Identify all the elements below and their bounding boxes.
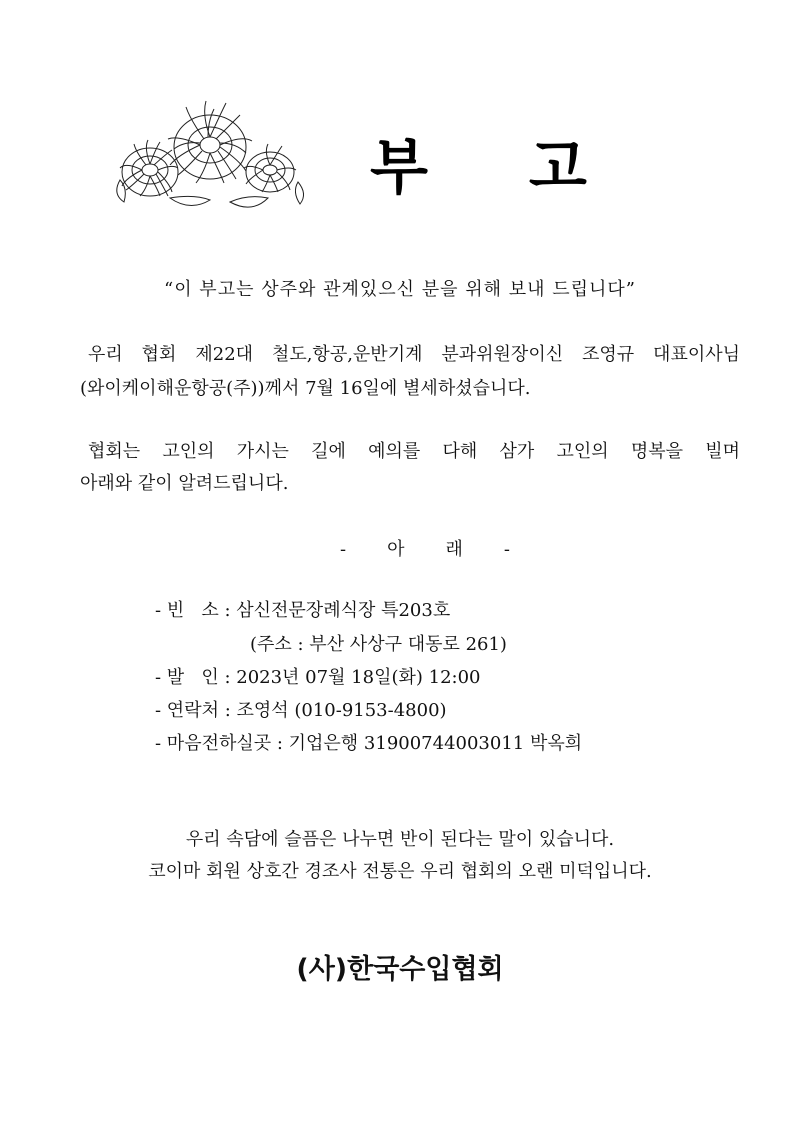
below-heading — [340, 537, 510, 563]
paragraph1-line1: 우리 협회 제22대 철도,항공,운반기계 분과위원장이신 조영규 대표이사님 — [88, 344, 740, 365]
closing-line1: 우리 속담에 슬픔은 나누면 반이 된다는 말이 있습니다. — [185, 829, 615, 850]
detail-departure: - 발 인 : 2023년 07월 18일(화) 12:00 — [155, 667, 481, 688]
detail-contact: - 연락처 : 조영석 (010-9153-4800) — [155, 700, 447, 721]
below-char2: 래 — [445, 539, 463, 560]
paragraph2-line2: 아래와 같이 알려드립니다. — [80, 473, 289, 494]
page-title: 부 고 — [370, 133, 627, 203]
organization-name: (사)한국수입협회 — [296, 954, 504, 985]
chrysanthemum-illustration — [110, 90, 310, 220]
detail-funeral-hall: - 빈 소 : 삼신전문장례식장 특203호 — [155, 600, 451, 621]
detail-address: (주소 : 부산 사상구 대동로 261) — [250, 634, 507, 655]
paragraph1-line2: (와이케이해운항공(주))께서 7월 16일에 별세하셨습니다. — [80, 378, 531, 399]
detail-condolence-account: - 마음전하실곳 : 기업은행 31900744003011 박옥희 — [155, 733, 583, 754]
below-dash-right: - — [503, 539, 510, 560]
paragraph2-line1: 협회는 고인의 가시는 길에 예의를 다해 삼가 고인의 명복을 빌며 — [88, 441, 740, 462]
below-dash-left: - — [340, 539, 347, 560]
below-char1: 아 — [387, 539, 405, 560]
closing-line2: 코이마 회원 상호간 경조사 전통은 우리 협회의 오랜 미덕입니다. — [148, 861, 652, 882]
tagline: “이 부고는 상주와 관계있으신 분을 위해 보내 드립니다” — [164, 279, 636, 300]
